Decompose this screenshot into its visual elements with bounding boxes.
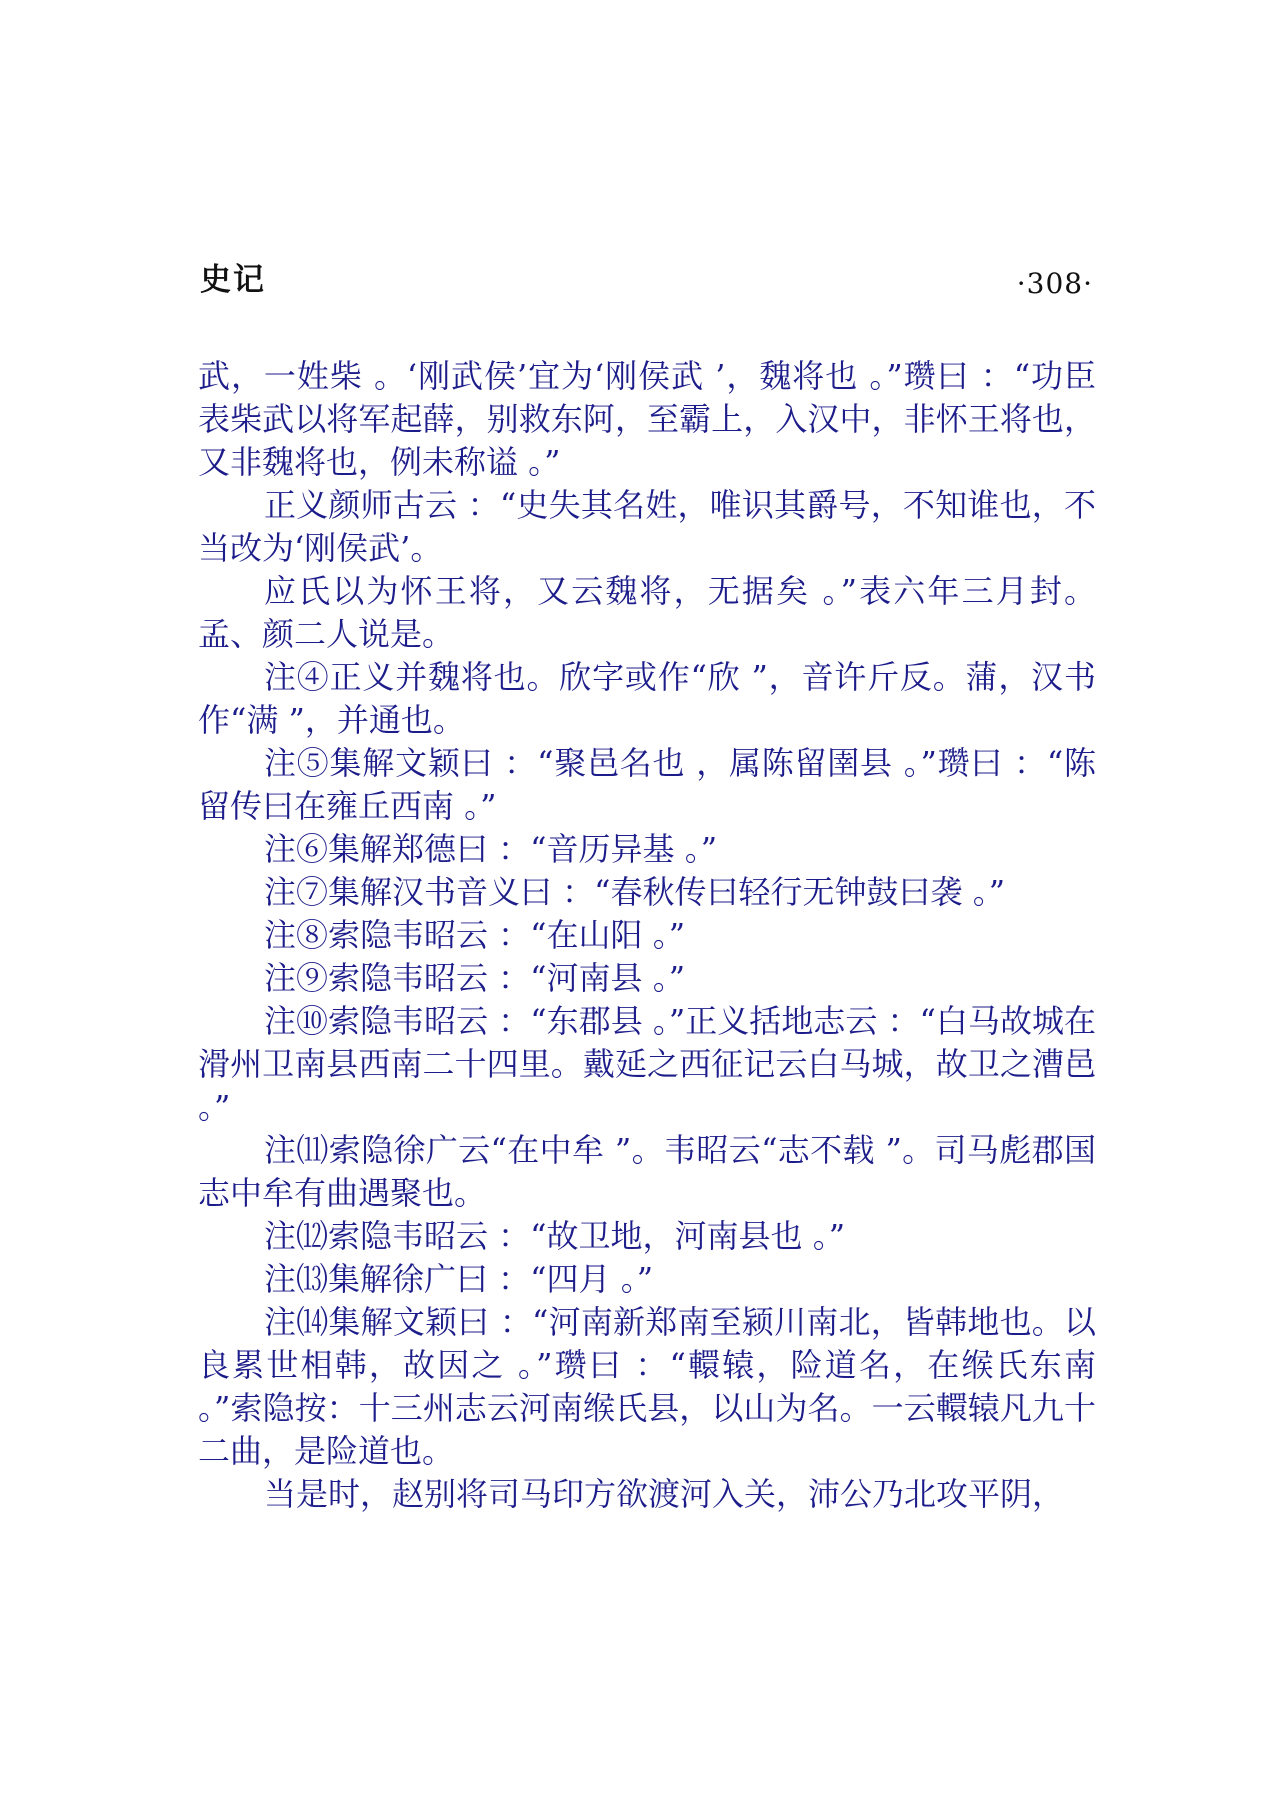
note-paragraph: 注⑾索隐徐广云“在中牟 ”。韦昭云“志不载 ”。司马彪郡国志中牟有曲遇聚也。 — [198, 1131, 1096, 1212]
paragraph: 当是时，赵别将司马印方欲渡河入关，沛公乃北攻平阴， — [264, 1475, 1065, 1513]
note-paragraph: 注⑧索隐韦昭云 ：“在山阳 。” — [264, 916, 686, 954]
page-number: ·308· — [1016, 267, 1093, 300]
note-paragraph: 注⑩索隐韦昭云 ：“东郡县 。”正义括地志云 ：“白马故城在滑州卫南县西南二十四里。戴延之西征记云白马城，故卫之漕邑 。” — [198, 1002, 1096, 1126]
paragraph: 武，一姓柴 。‘刚武侯’宜为‘刚侯武 ’，魏将也 。”瓒曰 ：“功臣表柴武以将军起薛，别救东阿，至霸上，入汉中，非怀王将也，又非魏将也，例未称谥 。” — [198, 357, 1096, 481]
note-paragraph: 注⑨索隐韦昭云 ：“河南县 。” — [264, 959, 686, 997]
paragraph: 应氏以为怀王将，又云魏将，无据矣 。”表六年三月封。孟、颜二人说是。 — [198, 572, 1096, 653]
note-paragraph: 注⑤集解文颖曰 ：“聚邑名也 ，属陈留圉县 。”瓒曰 ：“陈留传曰在雍丘西南 。” — [198, 744, 1096, 825]
note-paragraph: 注⑦集解汉书音义曰 ：“春秋传曰轻行无钟鼓曰袭 。” — [264, 873, 1006, 911]
note-paragraph: 注⒁集解文颖曰 ：“河南新郑南至颍川南北，皆韩地也。以良累世相韩，故因之 。”瓒曰 ：“轘辕，险道名，在缑氏东南 。”索隐按：十三州志云河南缑氏县，以山为名。一云轘辕凡九十二曲，是险道也。 — [198, 1303, 1096, 1470]
note-paragraph: 注⑥集解郑德曰 ：“音历异基 。” — [264, 830, 718, 868]
note-paragraph: 注⒀集解徐广曰 ：“四月 。” — [264, 1260, 654, 1298]
book-title: 史记 — [200, 262, 266, 298]
body-text — [198, 355, 1096, 1516]
note-paragraph: 注⑿索隐韦昭云 ：“故卫地，河南县也 。” — [264, 1217, 846, 1255]
paragraph: 正义颜师古云 ：“史失其名姓，唯识其爵号，不知谁也，不当改为‘刚侯武’。 — [198, 486, 1096, 567]
note-paragraph: 注④正义并魏将也。欣字或作“欣 ”，音许斤反。蒲，汉书作“满 ”，并通也。 — [198, 658, 1096, 739]
